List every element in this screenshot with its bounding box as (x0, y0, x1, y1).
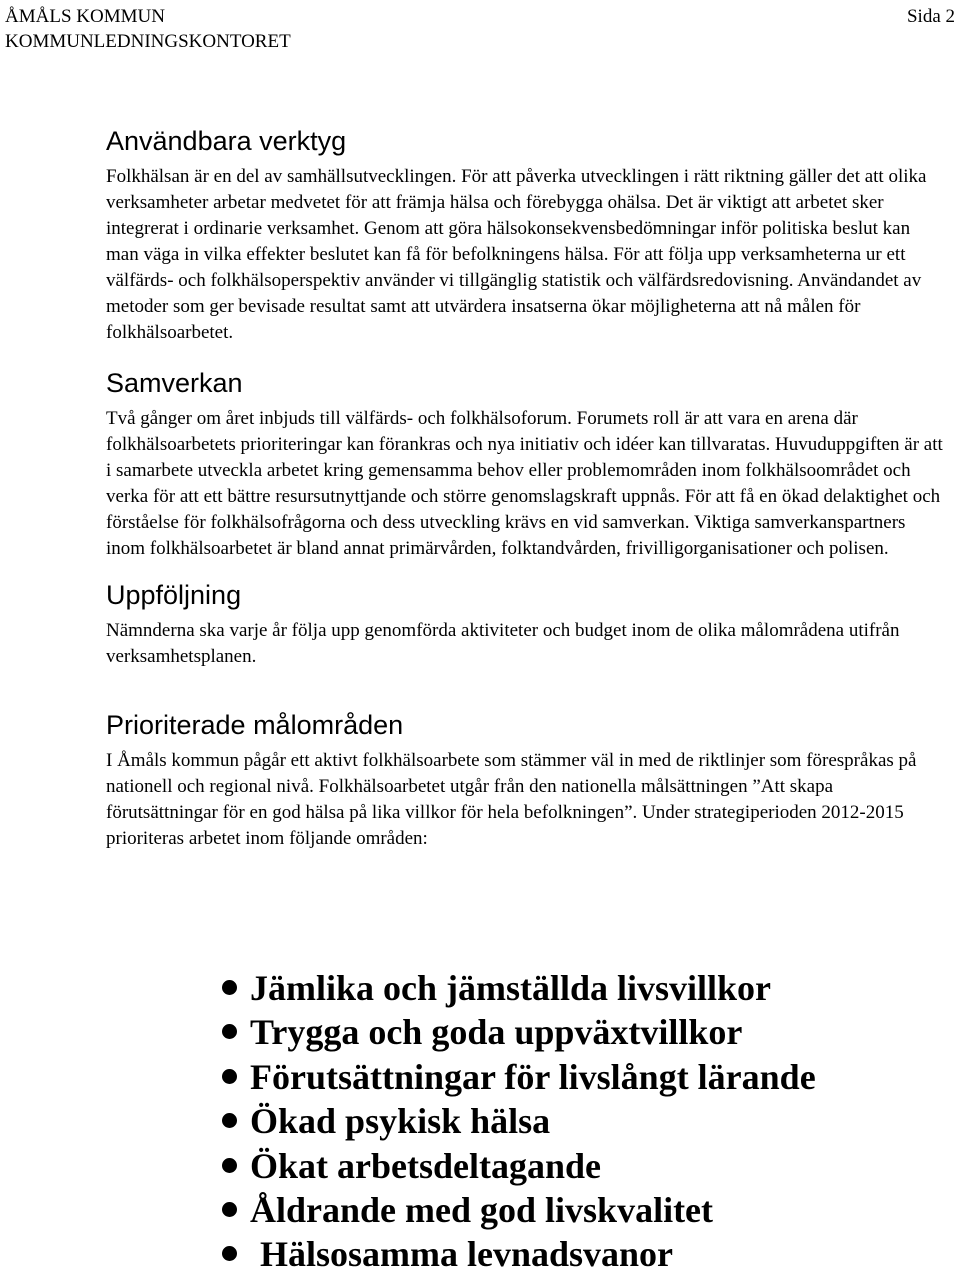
section-paragraph: Folkhälsan är en del av samhällsutvecklingen. För att påverka utvecklingen i rätt riktning gäller det att olika verksamheter arbetar medvetet för att främja hälsa och förebygga ohälsa. Det är viktigt att arbetet sker integrerat i ordinarie verksamhet. Genom att göra hälsokonsekvensbedömningar inför politiska beslut kan man väga in vilka effekter beslutet kan få för befolkningens hälsa. För att följa upp verksamheterna ur ett välfärds- och folkhälsoperspektiv använder vi tillgänglig statistik och välfärdsredovisning. Användandet av metoder som ger bevisade resultat samt att utvärdera insatserna ökar möjligheterna att nå målen för folkhälsoarbetet. (106, 166, 927, 343)
section-paragraph: I Åmåls kommun pågår ett aktivt folkhälsoarbete som stämmer väl in med de riktlinjer som förespråkas på nationell och regional nivå. Folkhälsoarbetet utgår från den nationella målsättningen ”Att skapa förutsättningar för en god hälsa på lika villkor för hela befolkningen”. Under strategiperioden 2012-2015 prioriteras arbetet inom följande områden: (106, 750, 917, 849)
priority-area-item (214, 1010, 816, 1054)
bullet-icon (222, 1202, 237, 1217)
section-prioriterade-malomraden (106, 708, 946, 852)
section-samverkan (106, 366, 946, 562)
section-anvandbara-verktyg (106, 124, 946, 346)
page-number: Sida 2 (906, 6, 955, 27)
priority-area-label: Hälsosamma levnadsvanor (260, 1234, 674, 1275)
bullet-icon (222, 1069, 237, 1084)
priority-area-label: Åldrande med god livskvalitet (250, 1189, 714, 1230)
bullet-icon (222, 980, 237, 995)
priority-area-label: Förutsättningar för livslångt lärande (250, 1056, 816, 1097)
section-paragraph: Två gånger om året inbjuds till välfärds- och folkhälsoforum. Forumets roll är att vara en arena där folkhälsoarbetets prioriteringar kan förankras och nya initiativ och idéer kan tillvaratas. Huvuduppgiften är att i samarbete utveckla arbetet kring gemensamma behov eller problemområden inom folkhälsoområdet och verka för att ett bättre resursutnyttjande och större genomslagskraft uppnås. För att få en ökad delaktighet och förståelse för folkhälsofrågorna och dess utveckling krävs en vid samverkan. Viktiga samverkanspartners inom folkhälsoarbetet är bland annat primärvården, folktandvården, frivilligorganisationer och polisen. (106, 408, 943, 559)
priority-area-item (214, 966, 816, 1010)
priority-area-item (214, 1055, 816, 1099)
document-body (106, 124, 946, 852)
department-name: KOMMUNLEDNINGSKONTORET (5, 31, 291, 52)
page-header (5, 4, 955, 54)
priority-area-label: Ökad psykisk hälsa (250, 1101, 551, 1142)
priority-area-label: Jämlika och jämställda livsvillkor (250, 968, 772, 1008)
priority-areas-list (214, 966, 816, 1277)
priority-area-item (214, 1188, 816, 1232)
priority-area-item (214, 1144, 816, 1188)
bullet-icon (222, 1113, 237, 1128)
section-uppfoljning (106, 578, 946, 670)
bullet-icon (222, 1246, 237, 1261)
section-paragraph: Nämnderna ska varje år följa upp genomförda aktiviteter och budget inom de olika målområdena utifrån verksamhetsplanen. (106, 620, 900, 667)
priority-area-label: Ökat arbetsdeltagande (250, 1145, 601, 1186)
section-heading: Samverkan (106, 368, 243, 398)
section-heading: Uppföljning (106, 580, 242, 610)
organization-name: ÅMÅLS KOMMUN (5, 6, 165, 27)
priority-area-label: Trygga och goda uppväxtvillkor (250, 1012, 743, 1053)
bullet-icon (222, 1024, 237, 1039)
section-heading: Prioriterade målområden (106, 710, 404, 740)
section-heading: Användbara verktyg (106, 126, 347, 156)
bullet-icon (222, 1158, 237, 1173)
priority-area-item (214, 1099, 816, 1143)
priority-area-item (214, 1232, 816, 1276)
